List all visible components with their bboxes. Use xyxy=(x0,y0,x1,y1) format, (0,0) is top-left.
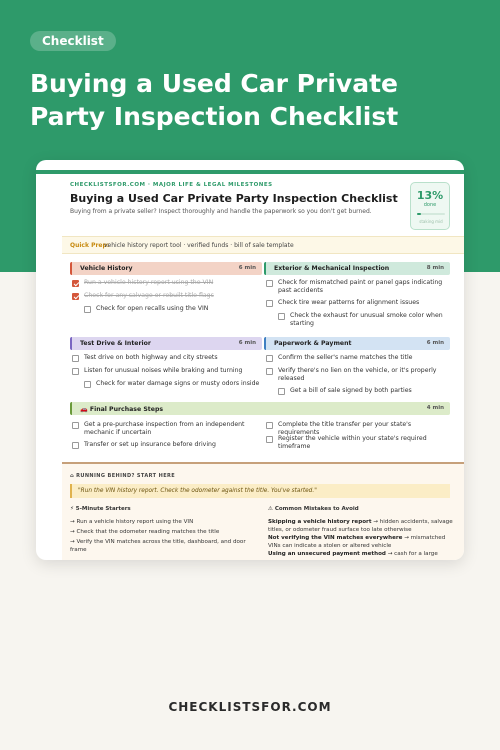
page-subtitle: Buying from a private seller? Inspect thoroughly and handle the paperwork so you don't get burned. xyxy=(70,208,372,215)
section-exterior-mechanical xyxy=(264,262,450,334)
section-title: Vehicle History xyxy=(80,265,133,272)
section-vehicle-history xyxy=(70,262,262,322)
section-title: Paperwork & Payment xyxy=(274,340,352,347)
checklist-item: Check for open recalls using the VIN xyxy=(96,305,209,312)
checkbox[interactable] xyxy=(266,355,273,362)
starters-title: ⚡ 5-Minute Starters xyxy=(70,506,131,512)
section-test-drive xyxy=(70,337,262,397)
mistake-bold: Skipping a vehicle history report xyxy=(268,519,372,525)
section-header xyxy=(264,337,450,350)
mistake-rest: → hidden accidents, salvage titles, or odometer fraud surface too late otherwise xyxy=(268,519,453,533)
checklist-item: Check the exhaust for unusual smoke color when starting xyxy=(290,312,443,328)
checklist-item: Check for water damage signs or musty odors inside xyxy=(96,380,260,387)
section-time: 6 min xyxy=(238,340,256,346)
quote-text: "Run the VIN history report. Check the odometer against the title. You've started." xyxy=(78,488,317,494)
checkbox[interactable] xyxy=(266,280,273,287)
checklist-item: Test drive on both highway and city streets xyxy=(84,354,218,361)
checkbox[interactable] xyxy=(266,300,273,307)
checkbox[interactable] xyxy=(72,422,79,429)
quick-prep-text: vehicle history report tool · verified funds · bill of sale template xyxy=(104,242,294,249)
checkbox[interactable] xyxy=(278,313,285,320)
section-time: 4 min xyxy=(426,405,444,411)
mistake-item xyxy=(268,551,458,559)
starter-item: → Verify the VIN matches across the title, dashboard, and door frame xyxy=(70,539,246,553)
checklist-item: Confirm the seller's name matches the title xyxy=(278,354,413,361)
mistake-item xyxy=(268,535,458,550)
motivational-quote xyxy=(70,484,450,498)
source-label: CHECKLISTSFOR.COM · MAJOR LIFE & LEGAL MILESTONES xyxy=(70,182,273,188)
checklist-item: Run a vehicle history report using the VIN xyxy=(84,279,214,286)
checklist-item: Check tire wear patterns for alignment issues xyxy=(278,299,420,306)
checkbox[interactable] xyxy=(266,368,273,375)
checklist-item: Complete the title transfer per your state's requirements xyxy=(278,421,412,437)
footer-brand: CHECKLISTSFOR.COM xyxy=(168,700,332,714)
section-paperwork-payment xyxy=(264,337,450,397)
checkbox-checked[interactable] xyxy=(72,293,79,300)
checklist-item: Get a pre-purchase inspection from an independent mechanic if uncertain xyxy=(84,421,245,437)
checklist-item: Transfer or set up insurance before driving xyxy=(84,441,216,448)
category-badge: Checklist xyxy=(30,31,116,51)
checkbox[interactable] xyxy=(266,436,273,443)
card-accent-bar xyxy=(36,170,464,174)
checkbox[interactable] xyxy=(278,388,285,395)
quick-prep-label: Quick Prep: xyxy=(70,242,110,249)
section-time: 8 min xyxy=(426,265,444,271)
section-header xyxy=(70,262,262,275)
progress-note: staking mid xyxy=(419,219,443,224)
checklist-item: Check for any salvage or rebuilt title flags xyxy=(84,292,214,299)
mistakes-title: ⚠ Common Mistakes to Avoid xyxy=(268,506,359,512)
checkbox[interactable] xyxy=(84,381,91,388)
checkbox[interactable] xyxy=(266,422,273,429)
section-time: 6 min xyxy=(238,265,256,271)
progress-value: 13% xyxy=(416,189,444,202)
checklist-item: Get a bill of sale signed by both parties xyxy=(290,387,412,394)
page-title: Buying a Used Car Private Party Inspection Checklist xyxy=(70,192,398,205)
running-behind-title: ⌂ RUNNING BEHIND? START HERE xyxy=(70,473,176,479)
progress-label: done xyxy=(423,202,437,208)
checklist-item: Register the vehicle within your state's required timeframe xyxy=(278,435,427,451)
checklist-item: Listen for unusual noises while braking and turning xyxy=(84,367,243,374)
checkbox[interactable] xyxy=(72,368,79,375)
progress-track xyxy=(417,213,445,215)
progress-fill xyxy=(417,213,421,215)
checkbox[interactable] xyxy=(72,442,79,449)
mistake-bold: Using an unsecured payment method xyxy=(268,551,386,557)
hero-title: Buying a Used Car Private Party Inspection Checklist xyxy=(30,69,399,131)
section-header xyxy=(70,337,262,350)
checkbox-checked[interactable] xyxy=(72,280,79,287)
checkbox[interactable] xyxy=(84,306,91,313)
mistake-bold: Not verifying the VIN matches everywhere xyxy=(268,535,403,541)
mistake-rest: → cash for a large xyxy=(385,551,438,557)
running-behind-panel xyxy=(62,464,464,560)
section-title: 🚗 Final Purchase Steps xyxy=(80,406,164,413)
quick-prep-bar xyxy=(62,236,464,254)
section-time: 6 min xyxy=(426,340,444,346)
section-header xyxy=(264,262,450,275)
mistake-rest: → mismatched VINs can indicate a stolen or altered vehicle xyxy=(268,535,446,549)
checklist-item: Check for mismatched paint or panel gaps indicating past accidents xyxy=(278,279,443,295)
section-final-purchase xyxy=(70,402,450,460)
section-header xyxy=(70,402,450,415)
starter-item: → Run a vehicle history report using the VIN xyxy=(70,519,194,525)
checklist-item: Verify there's no lien on the vehicle, or it's properly released xyxy=(278,367,437,383)
checklist-preview-card xyxy=(36,160,464,560)
section-title: Test Drive & Interior xyxy=(80,340,151,347)
checkbox[interactable] xyxy=(72,355,79,362)
section-title: Exterior & Mechanical Inspection xyxy=(274,265,390,272)
starter-item: → Check that the odometer reading matches the title xyxy=(70,529,220,535)
mistake-item xyxy=(268,519,458,534)
progress-widget xyxy=(410,182,450,230)
